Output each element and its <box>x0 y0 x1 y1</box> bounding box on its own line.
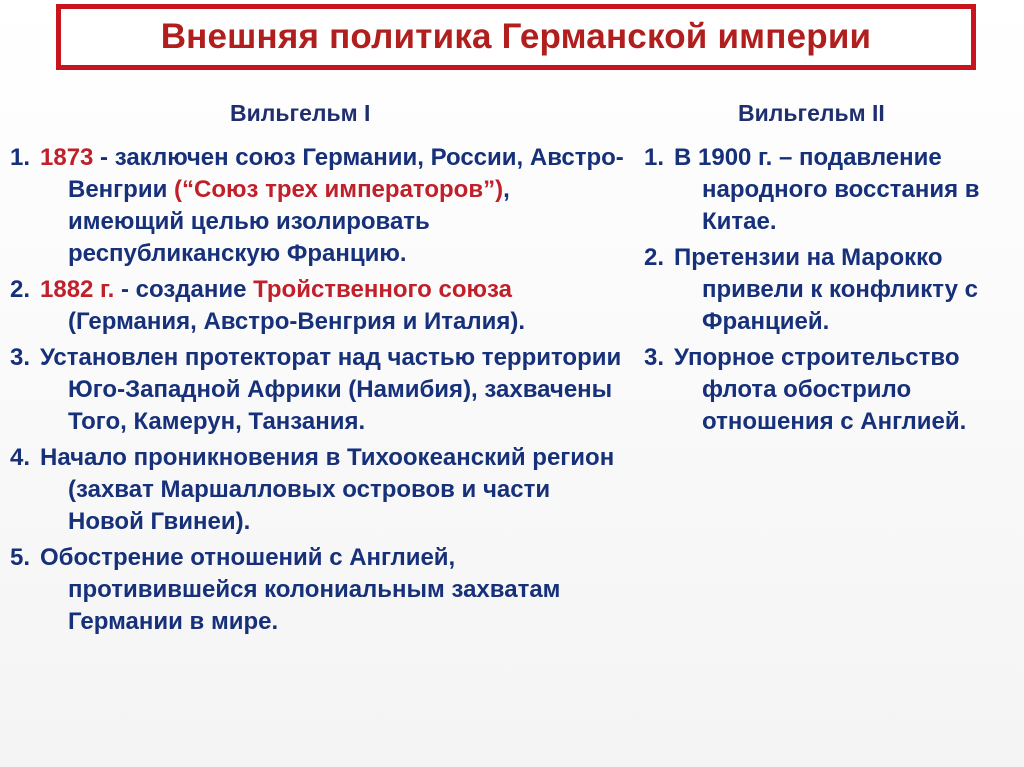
left-column <box>10 142 630 642</box>
list-item <box>10 342 630 438</box>
text-run: Начало проникновения в Тихоокеанский регион (захват Маршалловых островов и части Новой Гвинеи). <box>40 444 615 535</box>
item-number: 5. <box>10 544 31 571</box>
item-text <box>40 344 621 435</box>
item-number: 1. <box>10 144 31 171</box>
item-number: 3. <box>10 344 31 371</box>
text-run: , имеющий целью изолировать республиканскую Францию. <box>68 176 510 267</box>
item-text <box>40 544 560 635</box>
text-run: (Германия, Австро-Венгрия и Италия). <box>68 308 526 335</box>
text-run: Установлен протекторат над частью территории Юго-Западной Африки (Намибия), захвачены Того, Камерун, Танзания. <box>40 344 622 435</box>
item-number: 2. <box>10 276 31 303</box>
item-number: 2. <box>644 244 665 271</box>
text-run: В 1900 г. – подавление народного восстания в Китае. <box>674 144 980 235</box>
slide-title: Внешняя политика Германской империи <box>160 17 872 56</box>
text-run: Претензии на Марокко привели к конфликту с Францией. <box>674 244 979 335</box>
right-column <box>644 142 1022 442</box>
text-run: Упорное строительство флота обострило отношения с Англией. <box>674 344 967 435</box>
item-text <box>674 344 966 435</box>
item-number: 4. <box>10 444 31 471</box>
item-text <box>674 244 978 335</box>
list-item <box>10 274 630 338</box>
item-text <box>674 144 980 235</box>
column-heading-wilhelm-2: Вильгельм II <box>738 100 885 126</box>
title-box <box>56 4 976 70</box>
alliance-name-highlight: (“Союз трех императоров”) <box>174 176 504 203</box>
list-item <box>644 142 1022 238</box>
item-text <box>40 444 614 535</box>
list-item <box>644 242 1022 338</box>
column-heading-wilhelm-1: Вильгельм I <box>230 100 371 126</box>
year-highlight: 1873 <box>40 144 94 171</box>
list-item <box>10 542 630 638</box>
alliance-name-highlight: Тройственного союза <box>253 276 512 303</box>
list-item <box>10 142 630 270</box>
item-text <box>40 276 525 335</box>
list-item <box>644 342 1022 438</box>
item-text <box>40 144 624 267</box>
item-number: 1. <box>644 144 665 171</box>
year-highlight: 1882 г. <box>40 276 115 303</box>
text-run: Обострение отношений с Англией, противившейся колониальным захватам Германии в мире. <box>40 544 561 635</box>
list-item <box>10 442 630 538</box>
text-run: - заключен союз Германии, России, Австро-Венгрии <box>68 144 624 203</box>
item-number: 3. <box>644 344 665 371</box>
text-run: - создание <box>114 276 254 303</box>
